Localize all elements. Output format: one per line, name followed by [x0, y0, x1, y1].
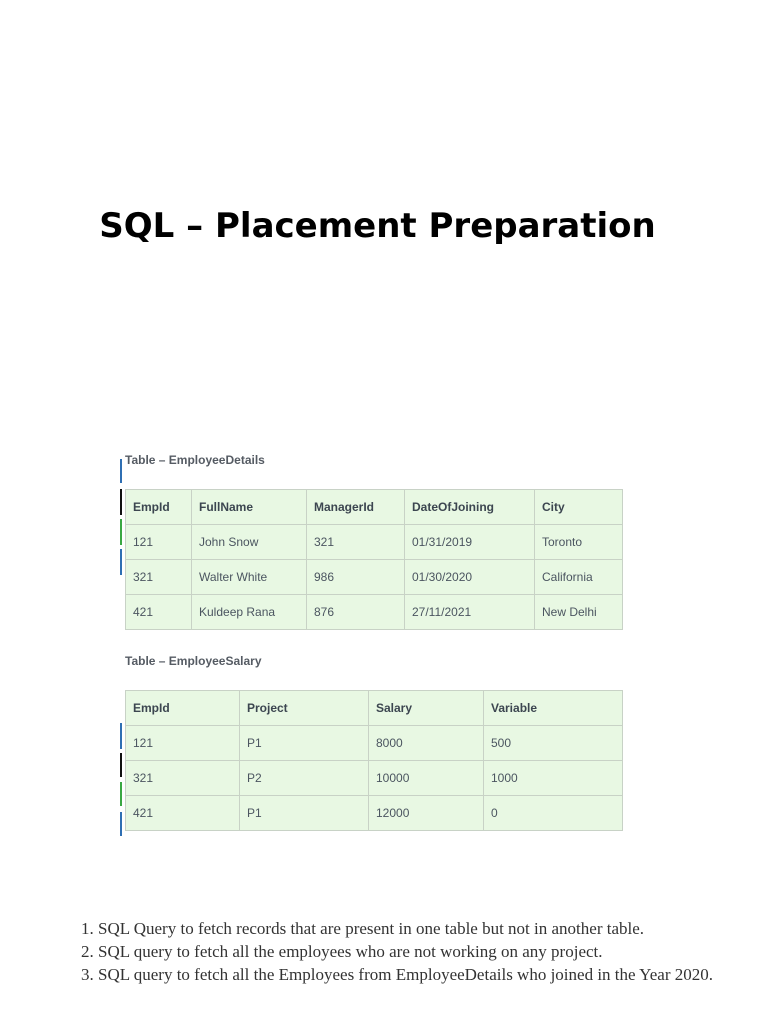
marker-blue: [120, 812, 122, 836]
page-title: SQL – Placement Preparation: [99, 206, 656, 246]
table-cell: 321: [126, 761, 240, 796]
table-cell: 01/31/2019: [405, 525, 535, 560]
table-row: [126, 761, 623, 796]
table-cell: P2: [240, 761, 369, 796]
column-header: DateOfJoining: [405, 490, 535, 525]
employee-salary-table: [125, 690, 623, 831]
table-cell: 27/11/2021: [405, 595, 535, 630]
table-row: [126, 796, 623, 831]
employee-details-table: [125, 489, 623, 630]
marker-blue: [120, 549, 122, 575]
table-cell: 12000: [369, 796, 484, 831]
table-cell: 500: [484, 726, 623, 761]
table-cell: 121: [126, 525, 192, 560]
column-header: FullName: [192, 490, 307, 525]
table-cell: 01/30/2020: [405, 560, 535, 595]
table-cell: 876: [307, 595, 405, 630]
table-header-row: [126, 490, 623, 525]
marker-black: [120, 753, 122, 777]
margin-markers-bottom: [120, 723, 123, 838]
table-cell: New Delhi: [535, 595, 623, 630]
employee-details-caption: Table – EmployeeDetails: [125, 453, 265, 467]
column-header: Project: [240, 691, 369, 726]
margin-markers-top: [120, 459, 123, 579]
list-item: 3. SQL query to fetch all the Employees from EmployeeDetails who joined in the Year 2020.: [98, 963, 746, 986]
column-header: EmpId: [126, 691, 240, 726]
column-header: Salary: [369, 691, 484, 726]
table-cell: John Snow: [192, 525, 307, 560]
table-row: [126, 560, 623, 595]
table-cell: 0: [484, 796, 623, 831]
table-cell: 8000: [369, 726, 484, 761]
table-cell: 421: [126, 796, 240, 831]
table-cell: P1: [240, 796, 369, 831]
table-cell: P1: [240, 726, 369, 761]
column-header: Variable: [484, 691, 623, 726]
list-item: 2. SQL query to fetch all the employees who are not working on any project.: [98, 940, 746, 963]
table-row: [126, 595, 623, 630]
table-cell: 321: [307, 525, 405, 560]
column-header: City: [535, 490, 623, 525]
column-header: EmpId: [126, 490, 192, 525]
table-cell: Toronto: [535, 525, 623, 560]
marker-green: [120, 519, 122, 545]
table-row: [126, 525, 623, 560]
marker-blue: [120, 459, 122, 483]
table-cell: Kuldeep Rana: [192, 595, 307, 630]
table-row: [126, 726, 623, 761]
marker-blue: [120, 723, 122, 749]
list-item: 1. SQL Query to fetch records that are present in one table but not in another table.: [98, 917, 746, 940]
table-header-row: [126, 691, 623, 726]
marker-green: [120, 782, 122, 806]
column-header: ManagerId: [307, 490, 405, 525]
table-cell: 121: [126, 726, 240, 761]
table-cell: 421: [126, 595, 192, 630]
table-cell: 1000: [484, 761, 623, 796]
table-cell: California: [535, 560, 623, 595]
table-cell: 986: [307, 560, 405, 595]
employee-salary-caption: Table – EmployeeSalary: [125, 654, 262, 668]
marker-black: [120, 489, 122, 515]
table-cell: 321: [126, 560, 192, 595]
table-cell: Walter White: [192, 560, 307, 595]
table-cell: 10000: [369, 761, 484, 796]
question-list: [65, 917, 746, 986]
